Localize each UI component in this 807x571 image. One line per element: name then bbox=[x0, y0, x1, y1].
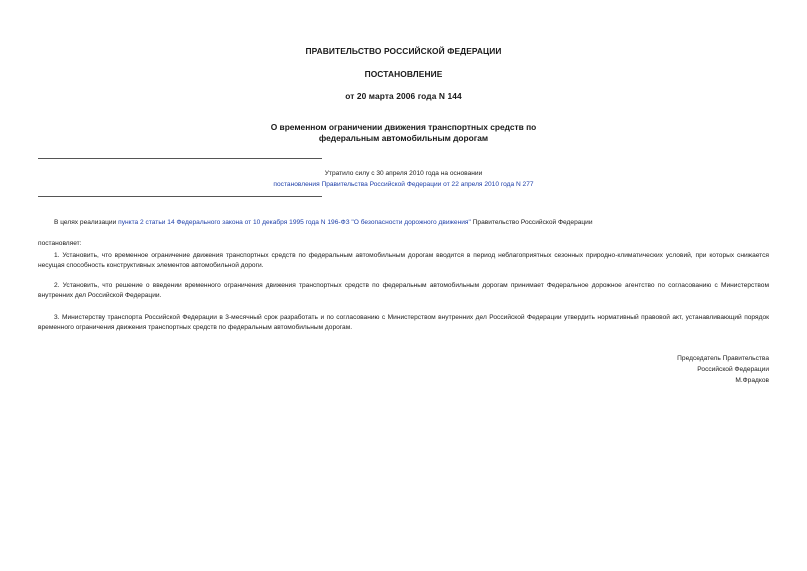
signatory-name: М.Фрадков bbox=[735, 377, 769, 384]
status-note-text: Утратило силу с 30 апреля 2010 года на основании bbox=[324, 170, 483, 177]
preamble-suffix: Правительство Российской Федерации bbox=[470, 219, 593, 226]
decree-word: постановляет: bbox=[38, 240, 82, 247]
repeal-decree-link[interactable]: постановления Правительства Российской Федерации от 22 апреля 2010 года N 277 bbox=[273, 181, 534, 188]
decree-item-2: 2. Установить, что решение о введении временного ограничения движения транспортных средств по федеральным автомобильным дорогам принимает Федеральное дорожное агентство по согласованию с Министерством внутренних дел Российской Федерации. bbox=[38, 282, 769, 299]
separator-top bbox=[38, 158, 322, 159]
preamble-paragraph bbox=[38, 218, 769, 228]
date-number-heading: от 20 марта 2006 года N 144 bbox=[345, 91, 462, 101]
signatory-title: Председатель Правительства bbox=[677, 355, 769, 362]
decree-item-1: 1. Установить, что временное ограничение движения транспортных средств по федеральным автомобильным дорогам вводится в период неблагоприятных сезонных природно-климатических условий, при которых снижается несущая способность конструктивных элементов автомобильной дороги. bbox=[38, 252, 769, 269]
preamble-prefix: В целях реализации bbox=[54, 219, 119, 226]
signatory-org: Российской Федерации bbox=[697, 366, 769, 373]
document-title bbox=[0, 122, 807, 144]
document-title-line1: О временном ограничении движения транспортных средств по bbox=[270, 122, 537, 132]
document-type-heading: ПОСТАНОВЛЕНИЕ bbox=[364, 69, 443, 79]
government-heading: ПРАВИТЕЛЬСТВО РОССИЙСКОЙ ФЕДЕРАЦИИ bbox=[305, 46, 502, 56]
separator-bottom bbox=[38, 196, 322, 197]
federal-law-link[interactable]: пункта 2 статьи 14 Федерального закона от 10 декабря 1995 года N 196-ФЗ "О безопасности дорожного движения" bbox=[118, 219, 471, 226]
document-title-line2: федеральным автомобильным дорогам bbox=[318, 133, 489, 143]
decree-item-3: 3. Министерству транспорта Российской Федерации в 3-месячный срок разработать и по согласованию с Министерством внутренних дел Российской Федерации утвердить нормативный правовой акт, устанавливающий порядок временного ограничения движения транспортных средств по федеральным автомобильным дорогам. bbox=[38, 314, 769, 331]
